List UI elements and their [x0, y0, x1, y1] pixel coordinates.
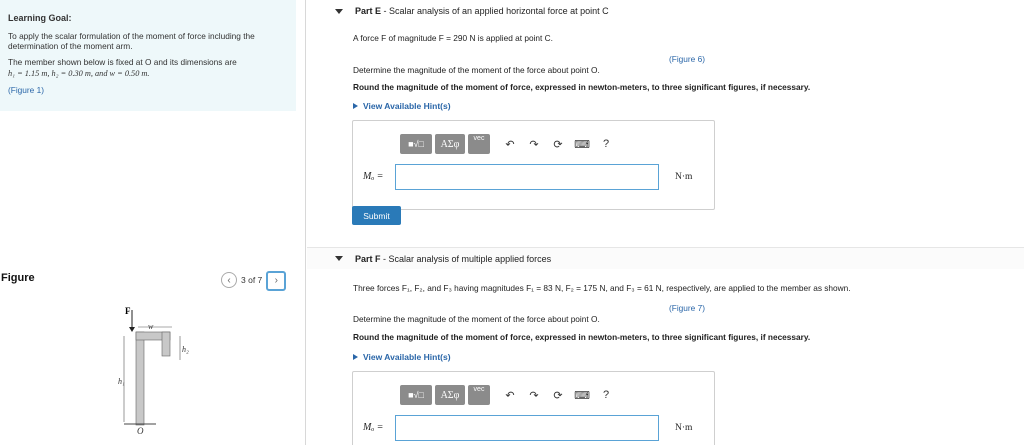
learning-goal-title: Learning Goal: — [8, 13, 72, 23]
chevron-right-icon: › — [274, 275, 278, 286]
dimensions-values: h₁ = 1.15 m, h₂ = 0.30 m, and w = 0.50 m. — [8, 69, 150, 78]
member-vertical-short — [162, 332, 170, 356]
vector-button[interactable] — [468, 134, 490, 154]
part-e-answer-box — [352, 120, 715, 210]
vector-button[interactable] — [468, 385, 490, 405]
vector-icon: vec — [473, 386, 485, 393]
part-e-instruction: Round the magnitude of the moment of force, expressed in newton-meters, to three significant figures, if necessary. — [353, 82, 811, 92]
hint-label: View Available Hint(s) — [363, 101, 451, 111]
redo-icon[interactable]: ↷ — [529, 389, 539, 402]
caret-right-icon — [353, 103, 358, 109]
reset-icon[interactable]: ⟳ — [553, 389, 563, 402]
member-figure — [110, 300, 220, 440]
previous-figure-button[interactable] — [221, 272, 237, 288]
h1-label: h₁ — [118, 377, 125, 386]
mo-label: Mₒ = — [363, 171, 384, 182]
hint-label: View Available Hint(s) — [363, 352, 451, 362]
learning-goal-dimensions — [8, 57, 288, 79]
undo-icon[interactable]: ↶ — [505, 138, 515, 151]
fraction-sqrt-icon: ■√□ — [408, 390, 424, 400]
keyboard-icon[interactable]: ⌨ — [574, 138, 590, 151]
greek-icon: AΣφ — [440, 389, 460, 401]
learning-goal-box — [0, 0, 296, 111]
part-e-answer-input[interactable] — [395, 164, 659, 190]
math-toolbar — [400, 384, 613, 406]
member-vertical — [136, 332, 144, 425]
caret-right-icon — [353, 354, 358, 360]
part-f-question: Determine the magnitude of the moment of the force about point O. — [353, 314, 600, 324]
fraction-sqrt-icon: ■√□ — [408, 139, 424, 149]
part-f-answer-box — [352, 371, 715, 445]
redo-icon[interactable]: ↷ — [529, 138, 539, 151]
force-label: F — [125, 306, 131, 316]
left-panel — [0, 0, 306, 445]
math-toolbar — [400, 133, 613, 155]
right-panel — [307, 0, 1024, 445]
part-e-title: Part E - Scalar analysis of an applied horizontal force at point C — [355, 6, 609, 16]
help-icon[interactable]: ? — [602, 138, 610, 150]
caret-down-icon — [335, 256, 343, 261]
unit-label: N·m — [675, 423, 693, 433]
part-f-header[interactable] — [307, 247, 1024, 269]
part-e-statement: A force F of magnitude F = 290 N is applied at point C. — [353, 33, 553, 43]
part-f-statement: Three forces F₁, F₂, and F₃ having magnitudes F₁ = 83 N, F₂ = 175 N, and F₃ = 61 N, respectively, are applied to the member as shown. — [353, 283, 851, 293]
part-f-instruction: Round the magnitude of the moment of force, expressed in newton-meters, to three significant figures, if necessary. — [353, 332, 811, 342]
keyboard-icon[interactable]: ⌨ — [574, 389, 590, 402]
greek-button[interactable] — [435, 134, 465, 154]
force-arrowhead — [129, 327, 135, 332]
dimensions-intro: The member shown below is fixed at O and its dimensions are — [8, 57, 237, 67]
undo-icon[interactable]: ↶ — [505, 389, 515, 402]
part-f-hint-link[interactable] — [353, 352, 451, 362]
figure-1-link[interactable]: (Figure 1) — [8, 85, 44, 95]
next-figure-button[interactable] — [266, 271, 286, 291]
part-e-header[interactable] — [307, 0, 1024, 22]
figure-heading: Figure — [1, 272, 35, 284]
vector-icon: vec — [473, 135, 485, 142]
chevron-left-icon: ‹ — [227, 274, 231, 286]
help-icon[interactable]: ? — [602, 389, 610, 401]
part-e-hint-link[interactable] — [353, 101, 451, 111]
caret-down-icon — [335, 9, 343, 14]
figure-counter: 3 of 7 — [241, 275, 263, 285]
mo-label: Mₒ = — [363, 422, 384, 433]
part-f-title: Part F - Scalar analysis of multiple applied forces — [355, 253, 552, 264]
part-f-answer-input[interactable] — [395, 415, 659, 441]
figure-7-link[interactable]: (Figure 7) — [669, 303, 705, 313]
fraction-sqrt-button[interactable] — [400, 134, 432, 154]
fraction-sqrt-button[interactable] — [400, 385, 432, 405]
part-e-question: Determine the magnitude of the moment of the force about point O. — [353, 65, 600, 75]
reset-icon[interactable]: ⟳ — [553, 138, 563, 151]
unit-label: N·m — [675, 172, 693, 182]
submit-button[interactable]: Submit — [352, 206, 401, 225]
learning-goal-description: To apply the scalar formulation of the moment of force including the determination of the moment arm. — [8, 31, 255, 51]
origin-label: O — [137, 426, 144, 436]
figure-6-link[interactable]: (Figure 6) — [669, 54, 705, 64]
h2-label: h₂ — [182, 345, 189, 354]
greek-icon: AΣφ — [440, 138, 460, 150]
w-label: w — [148, 322, 154, 331]
greek-button[interactable] — [435, 385, 465, 405]
figure-navigation — [221, 272, 286, 288]
